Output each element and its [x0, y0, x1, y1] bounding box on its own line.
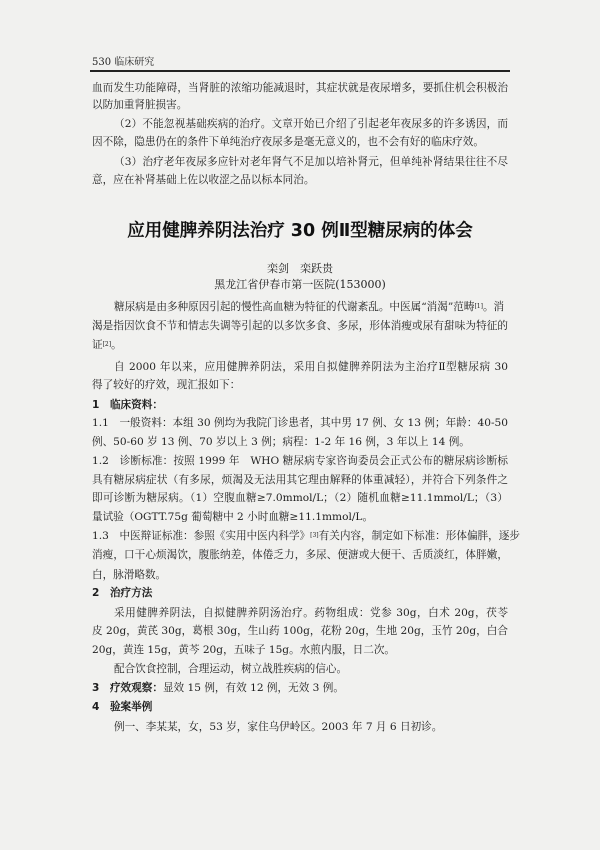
section-heading: 4 验案举例: [92, 701, 153, 713]
text: 显效 15 例，有效 12 例，无效 3 例。: [162, 682, 344, 694]
section-heading: [92, 681, 508, 695]
text-line: [92, 529, 520, 543]
text-line: 白，脉滑略数。: [92, 569, 167, 581]
text-line: 1.2 诊断标准：按照 1999 年 WHO 糖尿病专家咨询委员会正式公布的糖尿病诊断标: [92, 455, 508, 467]
header-rule: [90, 70, 510, 72]
citation: [2]: [102, 341, 112, 348]
citation: [3]: [310, 532, 319, 539]
text-line: 例一、李某某，女，53 岁，家住乌伊岭区。2003 年 7 月 6 日初诊。: [114, 721, 443, 733]
text-line: 得了较好的疗效，现汇报如下：: [92, 379, 241, 391]
text-line: （2）不能忽视基础疾病的治疗。文章开始已介绍了引起老年夜尿多的许多诱因，而: [114, 118, 508, 130]
text: [92, 529, 319, 543]
text: 糖尿病是由多种原因引起的慢性高血糖为特征的代谢紊乱。中医属“消渴”范畴: [114, 301, 475, 313]
citation: [1]: [474, 303, 483, 310]
text-line: 皮 20g，黄芪 30g，葛根 30g，生山药 100g，花粉 20g，生地 20g，玉竹 20g，白合: [92, 625, 508, 637]
section-heading: 2 治疗方法: [92, 587, 153, 599]
text: 1.3 中医辩证标准：参照《实用中医内科学》: [92, 530, 311, 542]
text-line: 即可诊断为糖尿病。（1）空腹血糖≥7.0mmol/L；（2）随机血糖≥11.1mmol/L；（3）: [92, 492, 508, 504]
authors: 栾剑 栾跃贵: [267, 262, 333, 275]
text-line: 例、50-60 岁 13 例、70 岁以上 3 例；病程：1-2 年 16 例，3 年以上 14 例。: [92, 436, 470, 448]
section-heading: 1 临床资料：: [92, 399, 163, 411]
heading-text: 3 疗效观察：: [92, 682, 163, 694]
page-header: 530 临床研究: [92, 57, 155, 68]
text-line: 自 2000 年以来，应用健脾养阴法，采用自拟健脾养阴法为主治疗Ⅱ型糖尿病 30: [114, 361, 508, 373]
text: 。: [111, 339, 122, 351]
text: 有关内容，制定如下标准：形体偏胖，逐步: [318, 530, 520, 542]
text-line: 20g，黄连 15g，黄芩 20g，五味子 15g。水煎内服，日二次。: [92, 644, 396, 656]
text-line: 渴是指因饮食不节和情志失调等引起的以多饮多食、多尿，形体消瘦或尿有甜味为特征的: [92, 320, 508, 332]
text-line: 具有糖尿病症状（有多尿，烦渴及无法用其它理由解释的体重减轻），并符合下列条件之: [92, 474, 508, 486]
text-line: 以防加重肾脏损害。: [92, 99, 188, 111]
text-line: 血而发生功能障碍，当肾脏的浓缩功能减退时，其症状就是夜尿增多，要抓住机会积极治: [92, 82, 508, 94]
text: 证: [92, 339, 103, 351]
text-line: 因不除，隐患仍在的条件下单纯治疗夜尿多是毫无意义的，也不会有好的临床疗效。: [92, 136, 484, 148]
text-line: [92, 338, 508, 352]
article-title: 应用健脾养阴法治疗 30 例Ⅱ型糖尿病的体会: [127, 221, 473, 241]
text-line: 消瘦，口干心烦渴饮，腹胀纳差，体倦乏力，多尿、便溏或大便干、舌质淡红，体胖嫩，: [92, 549, 508, 561]
text-line: 配合饮食控制，合理运动，树立战胜疾病的信心。: [114, 663, 348, 675]
text-line: 采用健脾养阴法，自拟健脾养阴汤治疗。药物组成：党参 30g，白术 20g，茯苓: [114, 607, 508, 619]
text: 。消: [482, 301, 505, 313]
text-line: 1.1 一般资料：本组 30 例均为我院门诊患者，其中男 17 例、女 13 例；年龄：40-50: [92, 417, 508, 429]
text-line: 量试验（OGTT.75g 葡萄糖中 2 小时血糖≥11.1mmol/L。: [92, 511, 374, 523]
text-line: （3）治疗老年夜尿多应针对老年肾气不足加以培补肾元，但单纯补肾结果往往不尽: [114, 156, 508, 168]
text-line: 意，应在补肾基础上佐以收涩之品以标本同治。: [92, 174, 315, 186]
affiliation: 黑龙江省伊春市第一医院(153000): [214, 278, 386, 291]
text-line: [114, 300, 508, 314]
